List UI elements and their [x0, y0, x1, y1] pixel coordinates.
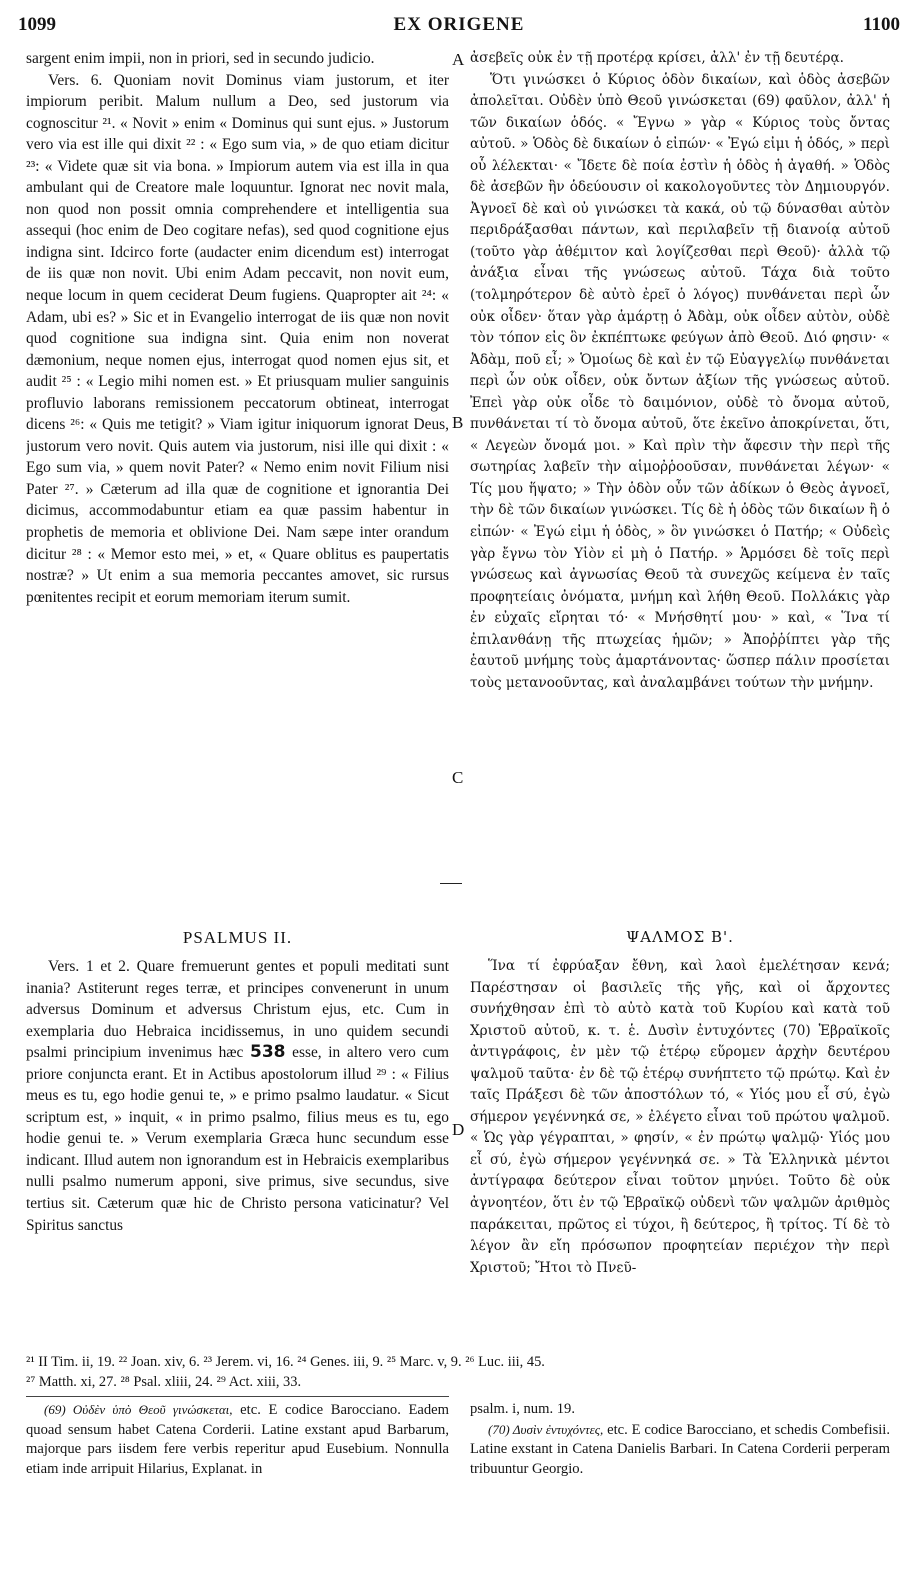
margin-letter-d: D — [452, 1120, 465, 1139]
footnote-refs-line-1: ²¹ II Tim. ii, 19. ²² Joan. xiv, 6. ²³ Jerem. vi, 16. ²⁴ Genes. iii, 9. ²⁵ Marc. v, 9. ²⁶ Luc. iii, 45. — [26, 1354, 545, 1370]
margin-letter-c: C — [452, 768, 464, 787]
left-paragraph-2: Vers. 6. Quoniam novit Dominus viam justorum, et iter impiorum peribit. Malum nullum a Deo, sed justorum via cognoscitur ²¹. « Novit » enim « Dominus qui sunt ejus. » Justorum vero via est ille qui dixit ²² : « Ego sum via, » de quo etiam dicitur ²³: « Videte quæ sit via bona. » Impiorum autem via est illa in qua ambulant qui de Creatore male loquuntur. Ignorat nec novit mala, non quod non possit omnia comprehendere et intelligentia sua assequi (hoc enim de Deo cogitare nefas), sed quod cognitione ejus indigna sint. Idcirco forte (audacter enim dicendum est) interrogat de iis quæ non novit. Ubi enim Adam peccavit, non novit eum, neque locum in quem ceciderat Deum fugiens. Quapropter ait ²⁴: « Adam, ubi es? » Sic et in Evangelio interrogat de iis quæ non novit quod cognitione sua indigna sint. Quia enim non noverat dæmonium, neque nomen ejus, interrogat quod nomen ejus sit, et audit ²⁵ : « Legio mihi nomen est. » Et priusquam mulier sanguinis profluvio laborans remissionem peccatorum obtineat, interrogat dicens ²⁶: « Quis me tetigit? » Viam igitur iniquorum ignorat Deus, justorum vero novit. Quis autem via justorum, nisi ille qui dixit : « Ego sum via, » quem novit Pater? « Nemo enim novit Filium nisi Pater ²⁷. » Cæterum ad illa quæ de cognitione et ignorantia Dei dicimus, accommodabuntur etiam ea quæ passim habentur in prophetis de memoria et oblivione Dei. Nam sæpe inter orandum dicitur ²⁸ : « Memor esto mei, » et, « Quare oblitus es paupertatis nostræ? » Ut enim a sua memoria peccantes amovet, sic rursus pœnitentes recipit et eorum memoriam iterum sumit. — [26, 71, 449, 606]
latin-psalm-title: PSALMUS II. — [182, 928, 293, 947]
margin-letter-b: B — [452, 413, 464, 432]
right-column-lower — [470, 956, 890, 1348]
section-divider — [440, 883, 462, 884]
left-psalm-text-b: esse, in altero vero cum priore conjuncta erant. Et in Actibus apostolorum illud ²⁹ : « Filius meus es tu, ego hodie genui te, » e primo psalmo laudatur. « Sicut scriptum est, » inquit, « in primo psalmo, filius meus es tu, ego hodie genui te. » Verum exemplaria Græca hunc secundum esse indicant. Illud autem non ignorandum est in Hebraicis exemplaribus nulli psalmo numerum apponi, sive primus, sive secundus, sive tertius sit. Cæterum quæ hic de Christo persona vaticinatur? Vel Spiritus sanctus — [26, 1044, 449, 1234]
left-psalm-paragraph — [26, 956, 449, 1236]
footnote-refs-line-2: ²⁷ Matth. xi, 27. ²⁸ Psal. xliii, 24. ²⁹ Act. xiii, 33. — [26, 1374, 302, 1390]
right-paragraph-1: ἀσεβεῖς οὐκ ἐν τῇ προτέρᾳ κρίσει, ἀλλ' ἐν τῇ δευτέρᾳ. — [470, 50, 844, 66]
left-psalm-text-a: Vers. 1 et 2. Quare fremuerunt gentes et populi meditati sunt inania? Astiterunt reges terræ, et principes convenerunt in unum adversus Dominum et adversus Christum ejus, etc. Cum in exemplaria duo Hebraica incidissemus, in uno quidem secundi psalmi principium invenimus hæc — [26, 958, 449, 1062]
left-column-upper — [26, 48, 449, 838]
left-note — [26, 1400, 449, 1570]
right-paragraph-2: Ὅτι γινώσκει ὁ Κύριος ὁδὸν δικαίων, καὶ ὁδὸς ἀσεβῶν ἀπολεῖται. Οὐδὲν ὑπὸ Θεοῦ γινώσκεται (69) φαῦλον, ἀλλ' ἡ τῶν δικαίων ὁδός. « Ἔγνω » γὰρ « Κύριος τοὺς ὄντας αὐτοῦ. » Ὁδὸς δὲ δικαίων ὁ εἰπών· « Ἐγώ εἰμι ἡ ὁδός, » περὶ οὗ λέλεκται· « Ἴδετε δὲ ποία ἐστὶν ἡ ὁδὸς ἡ ἀγαθή. » Ὁδὸς δὲ ἀσεβῶν ἣν ὁδεύουσιν οἱ κακολογοῦντες τὸν Δημιουργόν. Ἀγνοεῖ δὲ καὶ οὐ γινώσκει τὰ κακά, οὐ τῷ δύνασθαι αὐτὸν περιδράξασθαι πάντων, καὶ περιλαβεῖν τῇ διανοίᾳ αὐτοῦ (τοῦτο γὰρ ἀθέμιτον καὶ λογίζεσθαι περὶ Θεοῦ)· ἀλλὰ τῷ ἀνάξια εἶναι τῆς γνώσεως αὐτοῦ. Τάχα διὰ τοῦτο (τολμηρότερον δὲ αὐτὸ ἐρεῖ ὁ λόγος) πυνθάνεται περὶ ὧν οὐκ οἶδεν· ὅταν γὰρ ἁμάρτῃ ὁ Ἀδὰμ, οὐκ οἶδεν αὐτὸν, οὐδὲ τὸν τόπον εἰς ὃν ἐκπέπτωκε φεύγων ἀπὸ Θεοῦ. Διό φησιν· « Ἀδὰμ, ποῦ εἶ; » Ὁμοίως δὲ καὶ ἐν τῷ Εὐαγγελίῳ πυνθάνεται περὶ ὧν οὐκ οἶδεν, οὐκ ὄντων ἀξίων τῆς γνώσεως αὐτοῦ. Ἐπεὶ γὰρ οὐκ οἶδε τὸ δαιμόνιον, οὐδὲ τὸ ὄνομα αὐτοῦ, πυνθάνεται τί τὸ ὄνομα αὐτοῦ, ὅτε ἐκεῖνο ἀποκρίνεται, ὅτι, « Λεγεὼν ὄνομά μοι. » Καὶ πρὶν τὴν ἄφεσιν τὴν περὶ τῆς σωτηρίας λαβεῖν τὴν αἱμοῤῥοοῦσαν, πυνθάνεται λέγων· « Τίς μου ἥψατο; » Τὴν ὁδὸν οὖν τῶν ἀδίκων ὁ Θεὸς ἀγνοεῖ, τὴν δὲ τῶν δικαίων γινώσκει. Τίς δὲ ἡ ὁδὸς τῶν δικαίων ἢ ὁ εἰπών· « Ἐγώ εἰμι ἡ ὁδὸς, » ὃν γινώσκει ὁ Πατήρ; « Οὐδεὶς γὰρ ἔγνω τὸν Υἱὸν εἰ μὴ ὁ Πατήρ. » Ἁρμόσει δὲ τοῖς περὶ γνώσεως καὶ ἀγνωσίας Θεοῦ τὰ συνεχῶς κείμενα ἐν ταῖς προφητείαις ὀνόματα, μνήμη καὶ λήθη Θεοῦ. Πολλάκις γὰρ ἐν εὐχαῖς εἴρηται τό· « Μνήσθητί μου· » καὶ, « Ἵνα τί ἐπιλανθάνῃ τῆς πτωχείας ἡμῶν; » Ἀποῤῥίπτει γὰρ τῆς ἑαυτοῦ μνήμης τοὺς ἁμαρτάνοντας· ὥσπερ πάλιν προσίεται τοὺς μετανοοῦντας, καὶ ἀναλαμβάνει τούτων τὴν μνήμην. — [470, 71, 890, 691]
right-note-lemma: (70) Δυσὶν ἐντυχόντες, — [488, 1421, 604, 1437]
notes-divider — [26, 1396, 449, 1397]
right-note-text: etc. E codice Barocciano, et schedis Combefisii. Latine exstant in Catena Danielis Barbari. In Catena Corderii perperam tribuuntur Georgio. — [470, 1421, 890, 1477]
right-column-upper — [470, 48, 890, 878]
left-note-lemma: (69) Οὐδὲν ὑπὸ Θεοῦ γινώσκεται, — [44, 1402, 233, 1417]
left-page-number: 1099 — [18, 14, 56, 35]
page-header — [18, 14, 900, 44]
footnote-references — [26, 1352, 896, 1392]
page-marker: 538 — [250, 1042, 286, 1063]
right-psalm-paragraph: Ἵνα τί ἐφρύαξαν ἔθνη, καὶ λαοὶ ἐμελέτησαν κενά; Παρέστησαν οἱ βασιλεῖς τῆς γῆς, καὶ οἱ ἄρχοντες συνήχθησαν ἐπὶ τὸ αὐτὸ κατὰ τοῦ Κυρίου καὶ κατὰ τοῦ Χριστοῦ αὐτοῦ, κ. τ. ἑ. Δυσὶν ἐντυχόντες (70) Ἑβραϊκοῖς ἀντιγράφοις, ἐν μὲν τῷ ἑτέρῳ εὕρομεν ἀρχὴν δευτέρου ψαλμοῦ ταῦτα· ἐν δὲ τῷ ἑτέρῳ συνήπτετο τῷ πρώτῳ. Καὶ ἐν ταῖς Πράξεσι δὲ τῶν ἀποστόλων τό, « Υἱός μου εἶ σύ, ἐγὼ σήμερον γεγέννηκά σε, » ἐλέγετο εἶναι τοῦ πρώτου ψαλμοῦ. « Ὡς γὰρ γέγραπται, » φησίν, « ἐν πρώτῳ ψαλμῷ· Υἱός μου εἶ σύ, ἐγὼ σήμερον γεγέννηκά σε. » Τὰ Ἑλληνικὰ μέντοι ἀντίγραφα δεύτερον εἶναι τοῦτον μηνύει. Τοῦτο δὲ οὐκ ἀγνοητέον, ὅτι ἐν τῷ Ἑβραϊκῷ οὐδενὶ τῶν ψαλμῶν ἀριθμὸς παράκειται, πρῶτος εἰ τύχοι, ἢ δεύτερος, ἢ τρίτος. Τί δὲ τὸ λέγον ἂν εἴη πρόσωπον προφητείαν περιέχον τὴν περὶ Χριστοῦ; Ἤτοι τὸ Πνεῦ- — [470, 958, 890, 1276]
right-note — [470, 1400, 890, 1570]
greek-psalm-title: ΨΑΛΜΟΣ Β'. — [626, 928, 734, 946]
left-note-text: etc. E codice Barocciano. Eadem quoad sensum habet Catena Corderii. Latine exstant apud Barbarum, majorque pars iisdem fere verbis reperitur apud Eusebium. Nonnulla etiam inde arripuit Hilarius, Explanat. in — [26, 1402, 449, 1477]
left-column-lower — [26, 956, 449, 1348]
margin-letter-a: A — [452, 50, 465, 69]
right-page-number: 1100 — [863, 14, 900, 35]
right-note-continuation: psalm. i, num. 19. — [470, 1401, 575, 1417]
left-paragraph-1: sargent enim impii, non in priori, sed in secundo judicio. — [26, 50, 375, 67]
running-title: EX ORIGENE — [393, 14, 525, 35]
